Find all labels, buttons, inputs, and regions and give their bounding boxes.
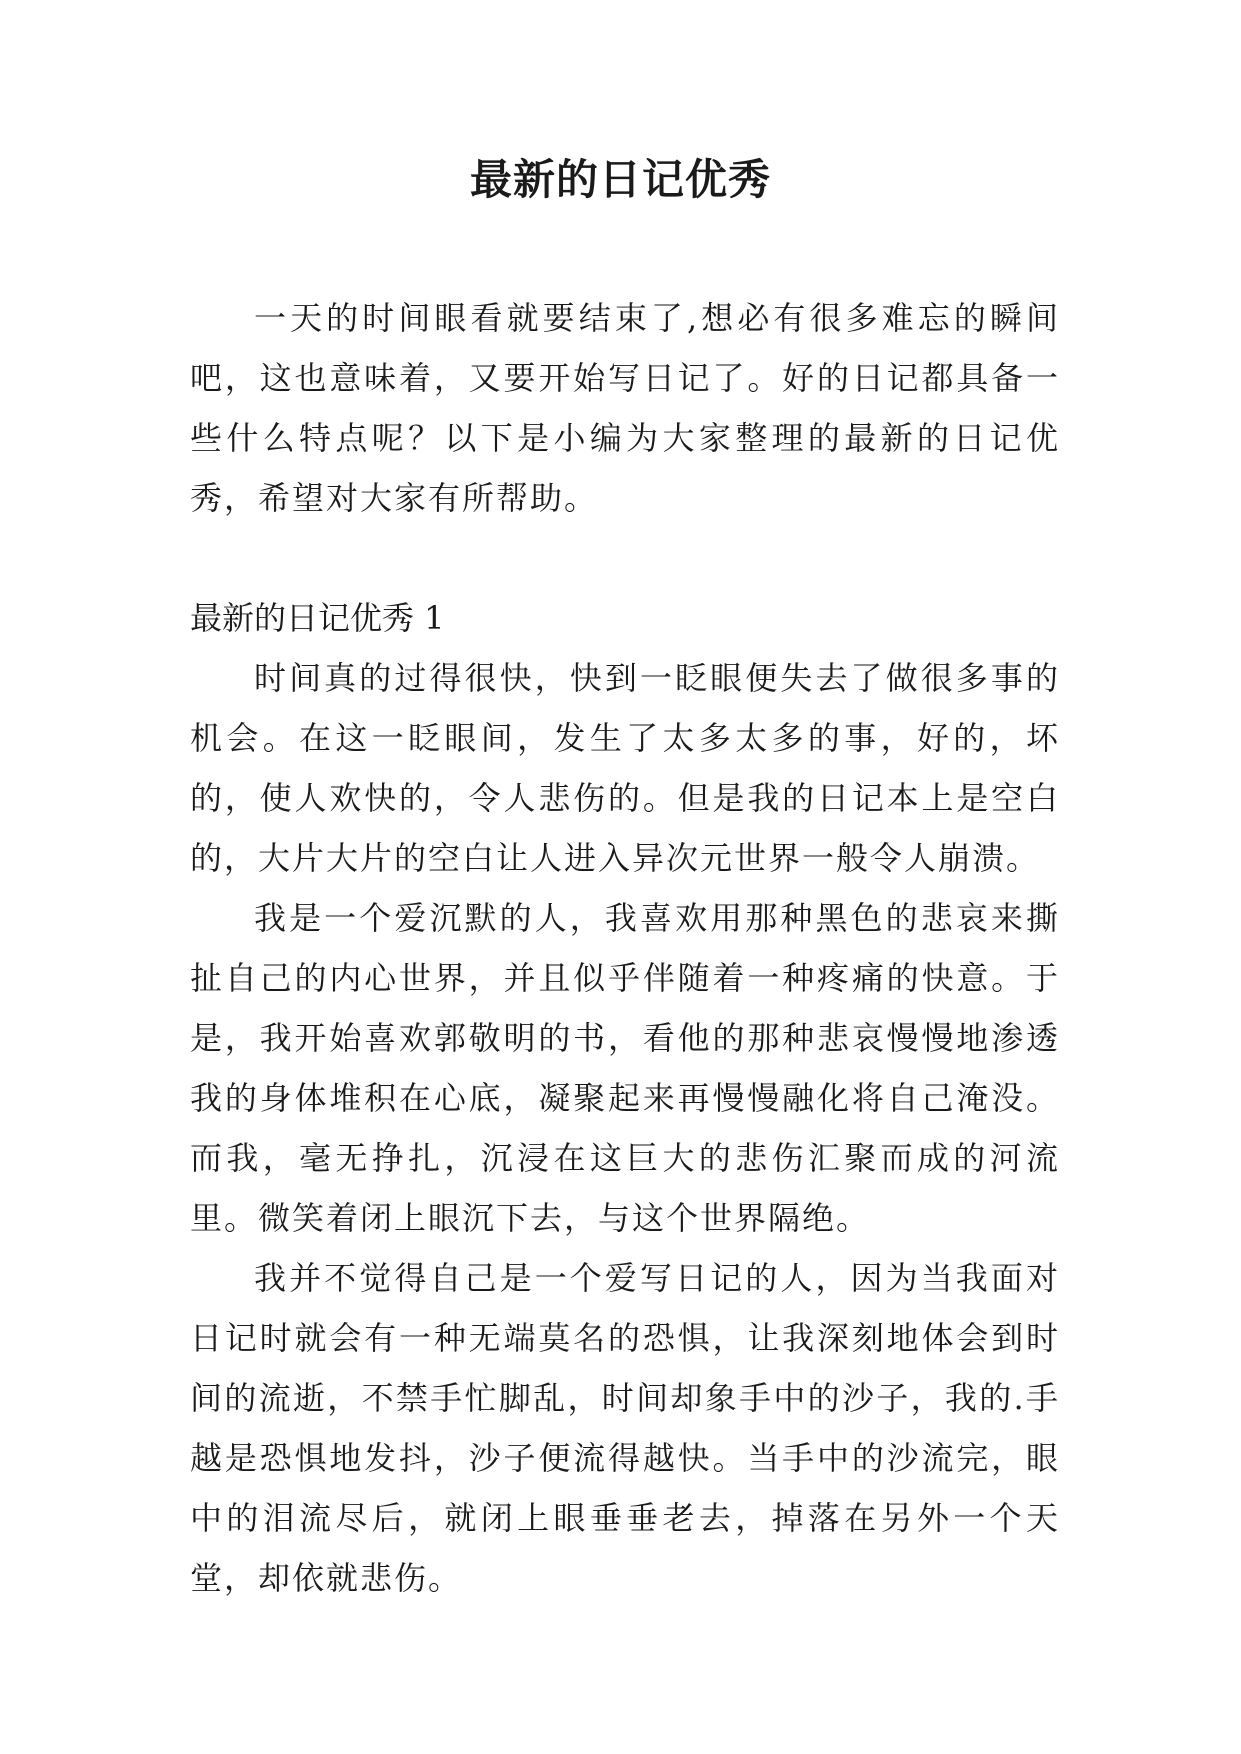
document-body	[190, 288, 1060, 1608]
intro-paragraph: 一天的时间眼看就要结束了,想必有很多难忘的瞬间吧，这也意味着，又要开始写日记了。好的日记都具备一些什么特点呢？以下是小编为大家整理的最新的日记优秀，希望对大家有所帮助。	[190, 299, 1060, 517]
body-paragraph: 我是一个爱沉默的人，我喜欢用那种黑色的悲哀来撕扯自己的内心世界，并且似乎伴随着一种疼痛的快意。于是，我开始喜欢郭敬明的书，看他的那种悲哀慢慢地渗透我的身体堆积在心底，凝聚起来再慢慢融化将自己淹没。而我，毫无挣扎，沉浸在这巨大的悲伤汇聚而成的河流里。微笑着闭上眼沉下去，与这个世界隔绝。	[190, 899, 1060, 1237]
document-title: 最新的日记优秀	[469, 155, 771, 204]
body-paragraph: 我并不觉得自己是一个爱写日记的人，因为当我面对日记时就会有一种无端莫名的恐惧，让我深刻地体会到时间的流逝，不禁手忙脚乱，时间却象手中的沙子，我的.手越是恐惧地发抖，沙子便流得越快。当手中的沙流完，眼中的泪流尽后，就闭上眼垂垂老去，掉落在另外一个天堂，却依就悲伤。	[190, 1259, 1060, 1597]
body-paragraph: 时间真的过得很快，快到一眨眼便失去了做很多事的机会。在这一眨眼间，发生了太多太多的事，好的，坏的，使人欢快的，令人悲伤的。但是我的日记本上是空白的，大片大片的空白让人进入异次元世界一般令人崩溃。	[190, 659, 1060, 877]
section-heading: 最新的日记优秀 1	[190, 599, 445, 637]
